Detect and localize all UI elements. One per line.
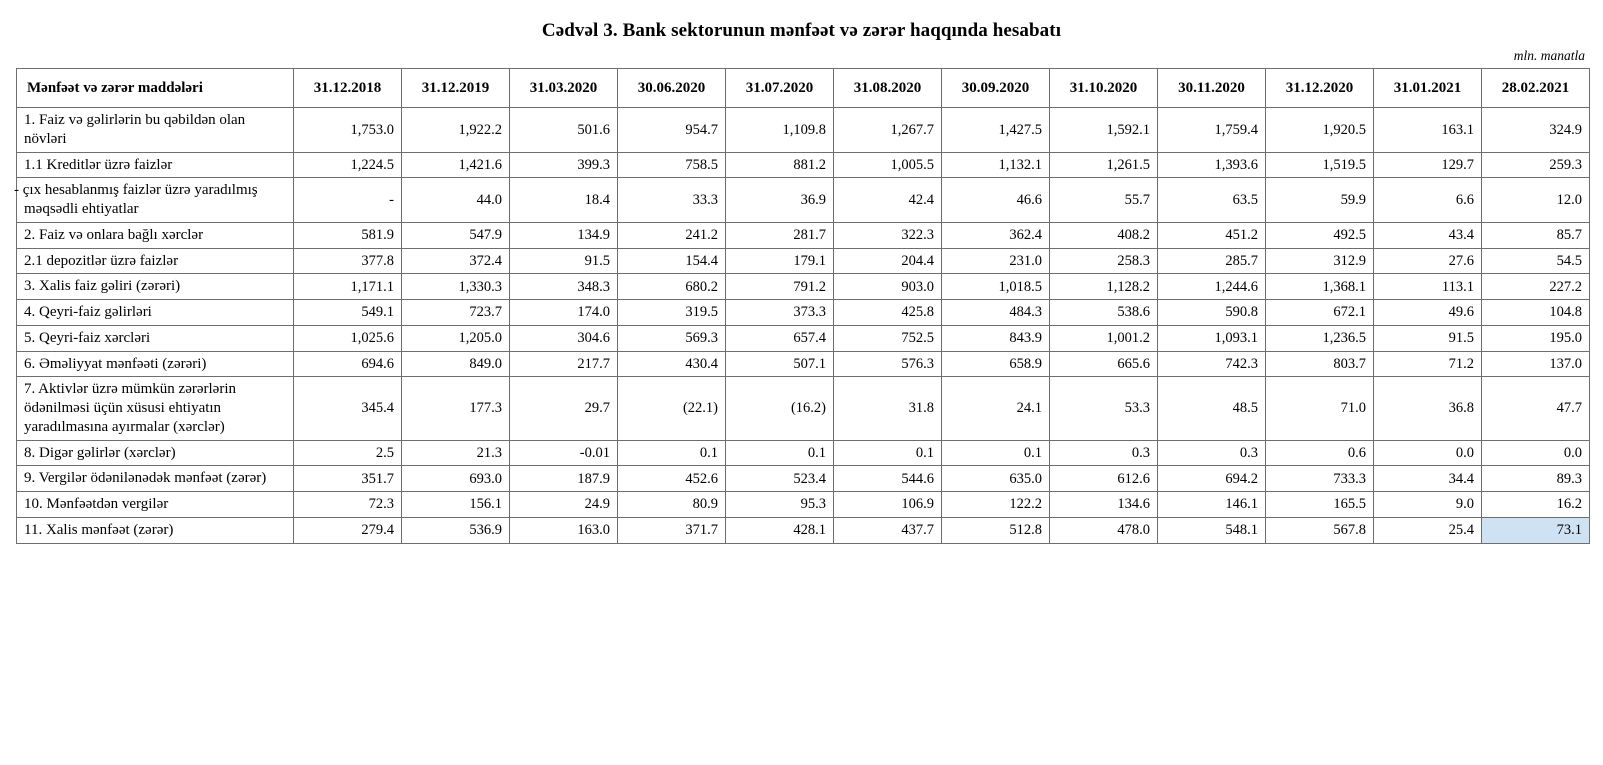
cell-value: 742.3 bbox=[1158, 351, 1266, 377]
cell-value: 113.1 bbox=[1374, 274, 1482, 300]
cell-value: 377.8 bbox=[294, 248, 402, 274]
column-header-date: 31.08.2020 bbox=[834, 69, 942, 108]
cell-value: 304.6 bbox=[510, 325, 618, 351]
cell-value: 279.4 bbox=[294, 517, 402, 543]
cell-value: 1,005.5 bbox=[834, 152, 942, 178]
cell-value: 635.0 bbox=[942, 466, 1050, 492]
cell-value: 803.7 bbox=[1266, 351, 1374, 377]
cell-value: 122.2 bbox=[942, 492, 1050, 518]
cell-value: 55.7 bbox=[1050, 178, 1158, 223]
cell-value: 1,171.1 bbox=[294, 274, 402, 300]
cell-value: 44.0 bbox=[402, 178, 510, 223]
cell-value: 1,753.0 bbox=[294, 108, 402, 153]
cell-value: 590.8 bbox=[1158, 300, 1266, 326]
cell-value: 187.9 bbox=[510, 466, 618, 492]
cell-value: 425.8 bbox=[834, 300, 942, 326]
table-row bbox=[17, 300, 1590, 326]
table-header-row bbox=[17, 69, 1590, 108]
cell-value: 723.7 bbox=[402, 300, 510, 326]
cell-value: 89.3 bbox=[1482, 466, 1590, 492]
row-label: 9. Vergilər ödənilənədək mənfəət (zərər) bbox=[17, 466, 294, 492]
column-header-date: 28.02.2021 bbox=[1482, 69, 1590, 108]
cell-value: 581.9 bbox=[294, 222, 402, 248]
cell-value: 512.8 bbox=[942, 517, 1050, 543]
cell-value: 1,261.5 bbox=[1050, 152, 1158, 178]
cell-value: 399.3 bbox=[510, 152, 618, 178]
cell-value: 492.5 bbox=[1266, 222, 1374, 248]
cell-value: 437.7 bbox=[834, 517, 942, 543]
cell-value: 430.4 bbox=[618, 351, 726, 377]
column-header-date: 30.06.2020 bbox=[618, 69, 726, 108]
cell-value: 1,001.2 bbox=[1050, 325, 1158, 351]
cell-value: 0.1 bbox=[618, 440, 726, 466]
unit-note: mln. manatla bbox=[1513, 48, 1585, 63]
column-header-date: 31.07.2020 bbox=[726, 69, 834, 108]
cell-value: 1,393.6 bbox=[1158, 152, 1266, 178]
cell-value: 733.3 bbox=[1266, 466, 1374, 492]
cell-value: 1,922.2 bbox=[402, 108, 510, 153]
cell-value: 231.0 bbox=[942, 248, 1050, 274]
cell-value: 903.0 bbox=[834, 274, 942, 300]
table-row bbox=[17, 325, 1590, 351]
table-body bbox=[14, 108, 1590, 544]
cell-value: 507.1 bbox=[726, 351, 834, 377]
cell-value: 146.1 bbox=[1158, 492, 1266, 518]
cell-value: 54.5 bbox=[1482, 248, 1590, 274]
cell-value: 85.7 bbox=[1482, 222, 1590, 248]
cell-value: 91.5 bbox=[510, 248, 618, 274]
profit-loss-table bbox=[16, 68, 1590, 544]
cell-value: 53.3 bbox=[1050, 377, 1158, 440]
cell-value: 658.9 bbox=[942, 351, 1050, 377]
cell-value: (16.2) bbox=[726, 377, 834, 440]
cell-value: 59.9 bbox=[1266, 178, 1374, 223]
cell-value: 46.6 bbox=[942, 178, 1050, 223]
cell-value: 285.7 bbox=[1158, 248, 1266, 274]
cell-value: 47.7 bbox=[1482, 377, 1590, 440]
cell-value: 156.1 bbox=[402, 492, 510, 518]
cell-value: 501.6 bbox=[510, 108, 618, 153]
cell-value: 177.3 bbox=[402, 377, 510, 440]
cell-value: 71.2 bbox=[1374, 351, 1482, 377]
cell-value: 281.7 bbox=[726, 222, 834, 248]
table-container bbox=[0, 68, 1603, 544]
cell-value: 324.9 bbox=[1482, 108, 1590, 153]
cell-value: 1,592.1 bbox=[1050, 108, 1158, 153]
table-row bbox=[17, 466, 1590, 492]
cell-value: 319.5 bbox=[618, 300, 726, 326]
cell-value: 1,018.5 bbox=[942, 274, 1050, 300]
cell-value: 95.3 bbox=[726, 492, 834, 518]
cell-value: 1,224.5 bbox=[294, 152, 402, 178]
cell-value: 1,244.6 bbox=[1158, 274, 1266, 300]
cell-value: 693.0 bbox=[402, 466, 510, 492]
cell-value: 362.4 bbox=[942, 222, 1050, 248]
cell-value: 523.4 bbox=[726, 466, 834, 492]
cell-value: 1,236.5 bbox=[1266, 325, 1374, 351]
row-label: 1.1 Kreditlər üzrə faizlər bbox=[17, 152, 294, 178]
cell-value: 106.9 bbox=[834, 492, 942, 518]
row-label: 4. Qeyri-faiz gəlirləri bbox=[17, 300, 294, 326]
table-head bbox=[17, 69, 1590, 108]
cell-value: 791.2 bbox=[726, 274, 834, 300]
column-header-date: 31.01.2021 bbox=[1374, 69, 1482, 108]
cell-value: 0.3 bbox=[1050, 440, 1158, 466]
cell-value: 1,109.8 bbox=[726, 108, 834, 153]
cell-value: 163.1 bbox=[1374, 108, 1482, 153]
cell-value: 0.6 bbox=[1266, 440, 1374, 466]
cell-value: 371.7 bbox=[618, 517, 726, 543]
cell-value: 217.7 bbox=[510, 351, 618, 377]
cell-value: 0.3 bbox=[1158, 440, 1266, 466]
cell-value: 408.2 bbox=[1050, 222, 1158, 248]
column-header-date: 31.03.2020 bbox=[510, 69, 618, 108]
cell-value: 42.4 bbox=[834, 178, 942, 223]
cell-value: 0.0 bbox=[1374, 440, 1482, 466]
cell-value: 0.1 bbox=[834, 440, 942, 466]
cell-value: 2.5 bbox=[294, 440, 402, 466]
cell-value: 48.5 bbox=[1158, 377, 1266, 440]
table-row bbox=[17, 492, 1590, 518]
cell-value: 258.3 bbox=[1050, 248, 1158, 274]
row-label: 2. Faiz və onlara bağlı xərclər bbox=[17, 222, 294, 248]
cell-value: 104.8 bbox=[1482, 300, 1590, 326]
cell-value: 1,128.2 bbox=[1050, 274, 1158, 300]
cell-value: 322.3 bbox=[834, 222, 942, 248]
cell-value: 373.3 bbox=[726, 300, 834, 326]
cell-value: 63.5 bbox=[1158, 178, 1266, 223]
cell-value: 25.4 bbox=[1374, 517, 1482, 543]
cell-value: 165.5 bbox=[1266, 492, 1374, 518]
cell-value: -0.01 bbox=[510, 440, 618, 466]
cell-value: 672.1 bbox=[1266, 300, 1374, 326]
row-label: 7. Aktivlər üzrə mümkün zərərlərin ödənilməsi üçün xüsusi ehtiyatın yaradılmasına ayırmalar (xərclər) bbox=[17, 377, 294, 440]
column-header-date: 31.12.2020 bbox=[1266, 69, 1374, 108]
cell-value: 33.3 bbox=[618, 178, 726, 223]
cell-value: 31.8 bbox=[834, 377, 942, 440]
cell-value: 21.3 bbox=[402, 440, 510, 466]
cell-value: 0.1 bbox=[942, 440, 1050, 466]
cell-value: 163.0 bbox=[510, 517, 618, 543]
cell-value: 1,132.1 bbox=[942, 152, 1050, 178]
cell-value: 1,759.4 bbox=[1158, 108, 1266, 153]
cell-value: 569.3 bbox=[618, 325, 726, 351]
cell-value: 174.0 bbox=[510, 300, 618, 326]
cell-value: 154.4 bbox=[618, 248, 726, 274]
cell-value: 49.6 bbox=[1374, 300, 1482, 326]
cell-value: 134.9 bbox=[510, 222, 618, 248]
cell-value: 259.3 bbox=[1482, 152, 1590, 178]
table-row bbox=[17, 152, 1590, 178]
cell-value: 129.7 bbox=[1374, 152, 1482, 178]
cell-value: 6.6 bbox=[1374, 178, 1482, 223]
cell-value: 36.9 bbox=[726, 178, 834, 223]
cell-value: 12.0 bbox=[1482, 178, 1590, 223]
cell-value: 1,920.5 bbox=[1266, 108, 1374, 153]
row-label: 1. Faiz və gəlirlərin bu qəbildən olan növləri bbox=[17, 108, 294, 153]
table-row bbox=[17, 248, 1590, 274]
cell-value: 24.9 bbox=[510, 492, 618, 518]
cell-value: 694.6 bbox=[294, 351, 402, 377]
cell-value: 758.5 bbox=[618, 152, 726, 178]
cell-value: 451.2 bbox=[1158, 222, 1266, 248]
page-title: Cədvəl 3. Bank sektorunun mənfəət və zərər haqqında hesabatı bbox=[541, 20, 1062, 41]
cell-value: 351.7 bbox=[294, 466, 402, 492]
cell-value: 1,421.6 bbox=[402, 152, 510, 178]
cell-value: 16.2 bbox=[1482, 492, 1590, 518]
column-header-date: 30.09.2020 bbox=[942, 69, 1050, 108]
table-row bbox=[17, 517, 1590, 543]
cell-value: 576.3 bbox=[834, 351, 942, 377]
cell-value: 881.2 bbox=[726, 152, 834, 178]
cell-value: 612.6 bbox=[1050, 466, 1158, 492]
row-label: 10. Mənfəətdən vergilər bbox=[17, 492, 294, 518]
cell-value: 849.0 bbox=[402, 351, 510, 377]
table-row bbox=[17, 222, 1590, 248]
cell-value: 478.0 bbox=[1050, 517, 1158, 543]
cell-value: 27.6 bbox=[1374, 248, 1482, 274]
row-label: 2.1 depozitlər üzrə faizlər bbox=[17, 248, 294, 274]
table-row bbox=[17, 440, 1590, 466]
cell-value: 954.7 bbox=[618, 108, 726, 153]
cell-value: 34.4 bbox=[1374, 466, 1482, 492]
cell-value: 538.6 bbox=[1050, 300, 1158, 326]
cell-value: 72.3 bbox=[294, 492, 402, 518]
cell-value: 29.7 bbox=[510, 377, 618, 440]
table-row bbox=[17, 108, 1590, 153]
cell-value: 71.0 bbox=[1266, 377, 1374, 440]
cell-value: 536.9 bbox=[402, 517, 510, 543]
cell-value: 348.3 bbox=[510, 274, 618, 300]
cell-value-selected[interactable]: 73.1 bbox=[1482, 517, 1590, 543]
cell-value: 80.9 bbox=[618, 492, 726, 518]
column-header-date: 31.12.2019 bbox=[402, 69, 510, 108]
table-row bbox=[17, 351, 1590, 377]
cell-value: 227.2 bbox=[1482, 274, 1590, 300]
row-label: 6. Əməliyyat mənfəəti (zərəri) bbox=[17, 351, 294, 377]
table-row bbox=[17, 178, 1590, 223]
cell-value: 372.4 bbox=[402, 248, 510, 274]
row-label: 8. Digər gəlirlər (xərclər) bbox=[17, 440, 294, 466]
cell-value: 1,025.6 bbox=[294, 325, 402, 351]
column-header-date: 30.11.2020 bbox=[1158, 69, 1266, 108]
row-label: 5. Qeyri-faiz xərcləri bbox=[17, 325, 294, 351]
column-header-items: Mənfəət və zərər maddələri bbox=[17, 69, 294, 108]
cell-value: 179.1 bbox=[726, 248, 834, 274]
cell-value: 547.9 bbox=[402, 222, 510, 248]
column-header-date: 31.10.2020 bbox=[1050, 69, 1158, 108]
cell-value: 204.4 bbox=[834, 248, 942, 274]
row-label: 3. Xalis faiz gəliri (zərəri) bbox=[17, 274, 294, 300]
cell-value: 1,330.3 bbox=[402, 274, 510, 300]
cell-value: 657.4 bbox=[726, 325, 834, 351]
cell-value: 549.1 bbox=[294, 300, 402, 326]
cell-value: 241.2 bbox=[618, 222, 726, 248]
cell-value: 1,427.5 bbox=[942, 108, 1050, 153]
cell-value: 137.0 bbox=[1482, 351, 1590, 377]
row-label: - çıx hesablanmış faizlər üzrə yaradılmış məqsədli ehtiyatlar bbox=[17, 178, 294, 223]
cell-value: - bbox=[294, 178, 402, 223]
cell-value: 752.5 bbox=[834, 325, 942, 351]
cell-value: 18.4 bbox=[510, 178, 618, 223]
cell-value: 843.9 bbox=[942, 325, 1050, 351]
cell-value: 0.0 bbox=[1482, 440, 1590, 466]
row-label: 11. Xalis mənfəət (zərər) bbox=[17, 517, 294, 543]
cell-value: 134.6 bbox=[1050, 492, 1158, 518]
cell-value: 1,093.1 bbox=[1158, 325, 1266, 351]
cell-value: 428.1 bbox=[726, 517, 834, 543]
cell-value: 195.0 bbox=[1482, 325, 1590, 351]
table-row bbox=[17, 377, 1590, 440]
cell-value: 24.1 bbox=[942, 377, 1050, 440]
cell-value: (22.1) bbox=[618, 377, 726, 440]
cell-value: 694.2 bbox=[1158, 466, 1266, 492]
column-header-date: 31.12.2018 bbox=[294, 69, 402, 108]
cell-value: 1,267.7 bbox=[834, 108, 942, 153]
cell-value: 680.2 bbox=[618, 274, 726, 300]
cell-value: 312.9 bbox=[1266, 248, 1374, 274]
cell-value: 665.6 bbox=[1050, 351, 1158, 377]
cell-value: 544.6 bbox=[834, 466, 942, 492]
cell-value: 452.6 bbox=[618, 466, 726, 492]
cell-value: 36.8 bbox=[1374, 377, 1482, 440]
table-row bbox=[17, 274, 1590, 300]
cell-value: 1,519.5 bbox=[1266, 152, 1374, 178]
cell-value: 1,368.1 bbox=[1266, 274, 1374, 300]
cell-value: 484.3 bbox=[942, 300, 1050, 326]
cell-value: 548.1 bbox=[1158, 517, 1266, 543]
cell-value: 345.4 bbox=[294, 377, 402, 440]
cell-value: 0.1 bbox=[726, 440, 834, 466]
cell-value: 43.4 bbox=[1374, 222, 1482, 248]
cell-value: 1,205.0 bbox=[402, 325, 510, 351]
cell-value: 9.0 bbox=[1374, 492, 1482, 518]
cell-value: 91.5 bbox=[1374, 325, 1482, 351]
cell-value: 567.8 bbox=[1266, 517, 1374, 543]
